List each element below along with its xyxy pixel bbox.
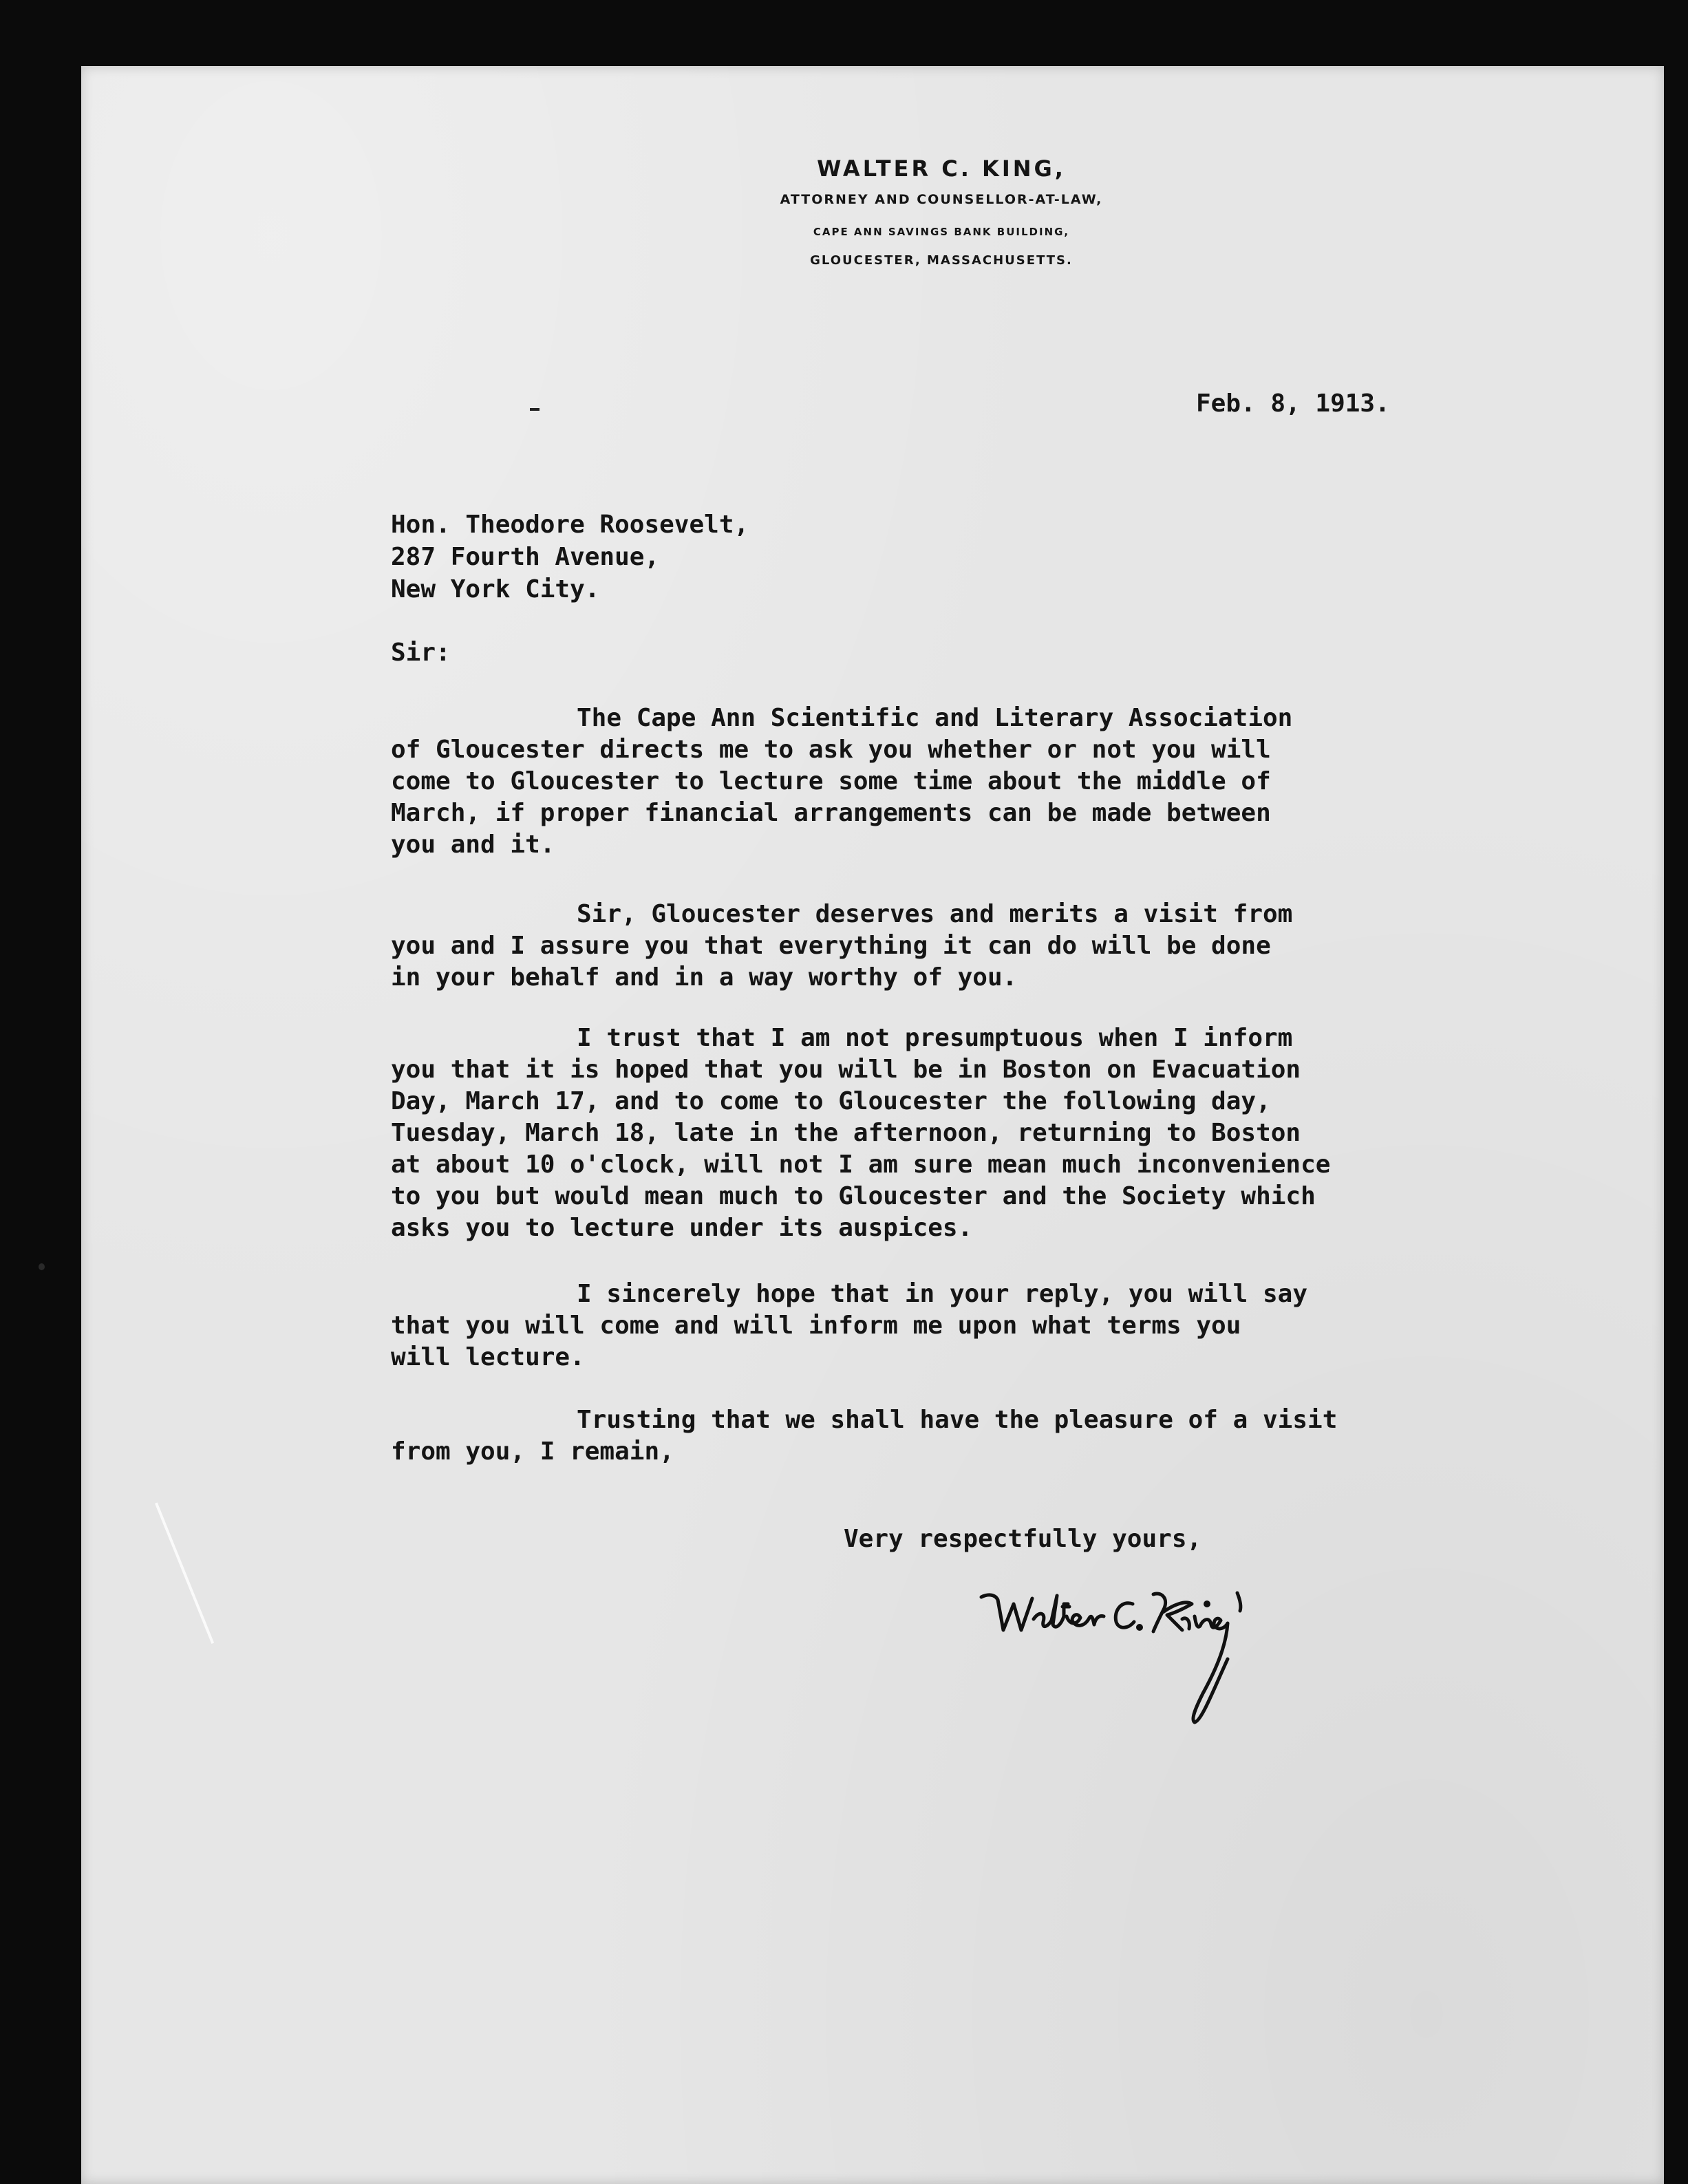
- body-paragraph-5: [391, 1404, 1630, 1468]
- paragraph-line: you that it is hoped that you will be in Boston on Evacuation: [391, 1056, 1301, 1084]
- handwritten-signature: [976, 1576, 1265, 1728]
- paragraph-line: come to Gloucester to lecture some time about the middle of: [391, 767, 1271, 795]
- paragraph-line: I trust that I am not presumptuous when I inform: [577, 1024, 1293, 1052]
- paragraph-line: Sir, Gloucester deserves and merits a visit from: [577, 900, 1293, 928]
- body-paragraph-2: [391, 899, 1630, 994]
- closing-line: Very respectfully yours,: [844, 1525, 1202, 1553]
- letter-date: Feb. 8, 1913.: [1196, 389, 1390, 418]
- paragraph-line: will lecture.: [391, 1343, 585, 1371]
- letterhead-building: CAPE ANN SAVINGS BANK BUILDING,: [813, 226, 1070, 238]
- paragraph-line: March, if proper financial arrangements can be made between: [391, 799, 1271, 827]
- paragraph-line: in your behalf and in a way worthy of you.: [391, 963, 1018, 992]
- paragraph-line: you and it.: [391, 831, 555, 859]
- paragraph-line: I sincerely hope that in your reply, you will say: [577, 1280, 1308, 1308]
- stray-dash-mark: [530, 408, 539, 411]
- paragraph-line: asks you to lecture under its auspices.: [391, 1214, 973, 1242]
- letter-page: [81, 66, 1664, 2184]
- paragraph-line: Trusting that we shall have the pleasure of a visit: [577, 1406, 1338, 1434]
- paragraph-line: of Gloucester directs me to ask you whether or not you will: [391, 736, 1271, 764]
- body-paragraph-1: [391, 703, 1630, 861]
- recipient-name: Hon. Theodore Roosevelt,: [391, 511, 749, 539]
- recipient-street: 287 Fourth Avenue,: [391, 543, 660, 571]
- paragraph-line: to you but would mean much to Gloucester and the Society which: [391, 1182, 1316, 1210]
- paragraph-line: Day, March 17, and to come to Gloucester the following day,: [391, 1087, 1271, 1115]
- letterhead-name: WALTER C. KING,: [817, 156, 1066, 182]
- paragraph-line: that you will come and will inform me upon what terms you: [391, 1312, 1241, 1340]
- paragraph-line: at about 10 o'clock, will not I am sure mean much inconvenience: [391, 1150, 1331, 1179]
- body-paragraph-3: [391, 1023, 1630, 1244]
- paragraph-line: from you, I remain,: [391, 1437, 674, 1466]
- recipient-city: New York City.: [391, 575, 600, 603]
- paragraph-line: Tuesday, March 18, late in the afternoon, returning to Boston: [391, 1119, 1301, 1147]
- body-paragraph-4: [391, 1278, 1630, 1373]
- page-speck: [39, 1263, 45, 1270]
- paragraph-line: you and I assure you that everything it can do will be done: [391, 932, 1271, 960]
- letterhead-city: GLOUCESTER, MASSACHUSETTS.: [810, 253, 1073, 268]
- salutation: Sir:: [391, 639, 451, 667]
- letterhead-title: ATTORNEY AND COUNSELLOR-AT-LAW,: [780, 192, 1103, 207]
- paragraph-line: The Cape Ann Scientific and Literary Association: [577, 704, 1293, 732]
